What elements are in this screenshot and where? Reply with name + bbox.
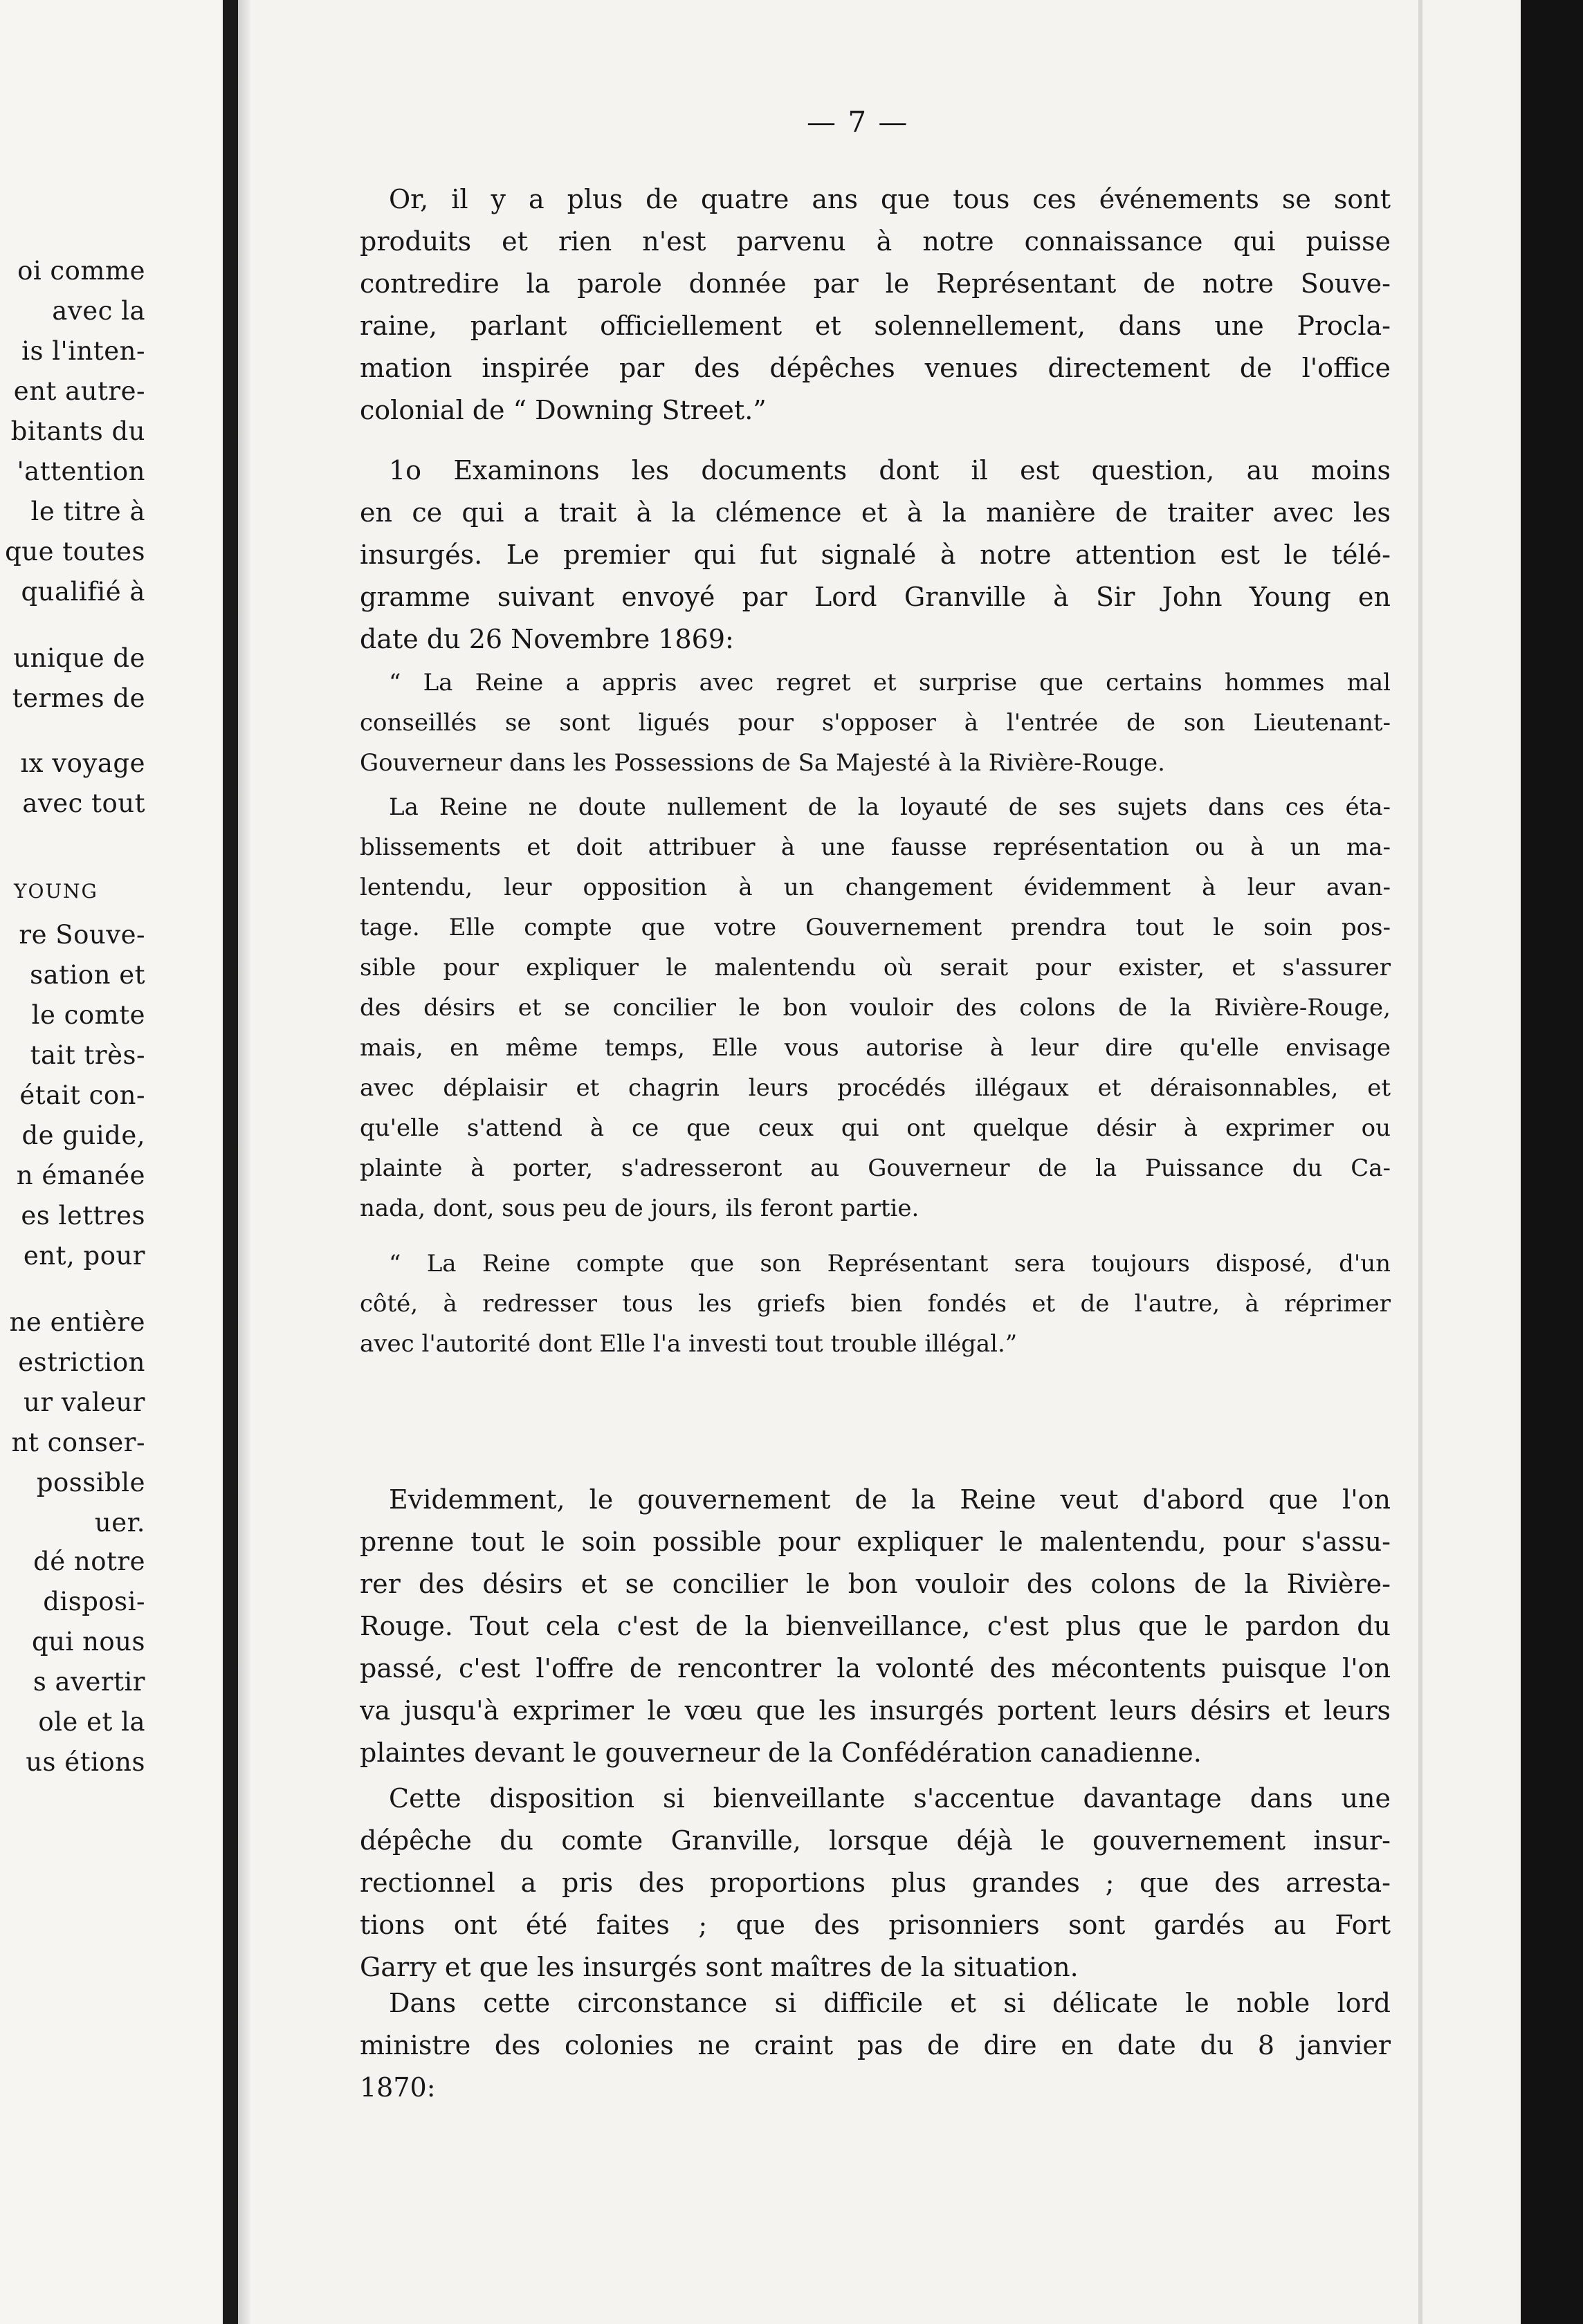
text-line: nada, dont, sous peu de jours, ils feront partie.	[360, 1195, 919, 1222]
left-margin-line: avec tout	[22, 788, 145, 818]
quoted-paragraph	[360, 1244, 1391, 1364]
text-line: “ La Reine compte que son Représentant sera toujours disposé, d'un	[389, 1250, 1391, 1278]
left-margin-line: ıx voyage	[20, 748, 145, 778]
left-margin-line: us étions	[26, 1747, 145, 1777]
text-line: plaintes devant le gouverneur de la Confédération canadienne.	[360, 1737, 1202, 1768]
left-margin-line: avec la	[52, 296, 145, 326]
text-line: passé, c'est l'offre de rencontrer la volonté des mécontents puisque l'on	[360, 1653, 1391, 1684]
text-line: mais, en même temps, Elle vous autorise à leur dire qu'elle envisage	[360, 1034, 1391, 1062]
text-line: qu'elle s'attend à ce que ceux qui ont quelque désir à exprimer ou	[360, 1114, 1391, 1142]
book-gutter	[223, 0, 238, 2324]
text-line: plainte à porter, s'adresseront au Gouverneur de la Puissance du Ca-	[360, 1154, 1391, 1182]
text-line: sible pour expliquer le malentendu où serait pour exister, et s'assurer	[360, 954, 1391, 981]
left-margin-line: sation et	[30, 960, 145, 990]
text-line: La Reine ne doute nullement de la loyauté de ses sujets dans ces éta-	[389, 793, 1391, 821]
text-line: des désirs et se concilier le bon vouloir des colons de la Rivière-Rouge,	[360, 994, 1391, 1022]
left-margin-line: le titre à	[30, 497, 145, 526]
paragraph	[360, 1982, 1391, 2109]
text-line: Cette disposition si bienveillante s'accentue davantage dans une	[389, 1783, 1391, 1814]
left-margin-line: possible	[36, 1468, 145, 1497]
paragraph	[360, 178, 1391, 432]
text-line: contredire la parole donnée par le Représentant de notre Souve-	[360, 268, 1391, 299]
left-margin-line: estriction	[18, 1347, 145, 1377]
paragraph	[360, 1778, 1391, 1989]
text-line: rer des désirs et se concilier le bon vouloir des colons de la Rivière-	[360, 1569, 1391, 1599]
left-margin-line: YOUNG	[14, 880, 98, 903]
text-line: raine, parlant officiellement et solennellement, dans une Procla-	[360, 311, 1391, 341]
left-margin-line: bitants du	[10, 416, 145, 446]
left-margin-line: dé notre	[33, 1547, 145, 1576]
text-line: avec l'autorité dont Elle l'a investi tout trouble illégal.”	[360, 1330, 1018, 1358]
text-line: produits et rien n'est parvenu à notre connaissance qui puisse	[360, 226, 1391, 257]
left-margin-line: s avertir	[33, 1667, 145, 1697]
left-margin-line: qui nous	[31, 1627, 145, 1657]
text-line: blissements et doit attribuer à une fausse représentation ou à un ma-	[360, 833, 1391, 861]
left-margin-line: que toutes	[5, 537, 145, 566]
left-margin-line: es lettres	[21, 1201, 145, 1230]
text-line: avec déplaisir et chagrin leurs procédés illégaux et déraisonnables, et	[360, 1074, 1391, 1102]
left-margin-line: disposi-	[43, 1587, 145, 1616]
text-line: gramme suivant envoyé par Lord Granville à Sir John Young en	[360, 582, 1391, 612]
text-line: Garry et que les insurgés sont maîtres de la situation.	[360, 1952, 1079, 1982]
text-line: insurgés. Le premier qui fut signalé à notre attention est le télé-	[360, 540, 1391, 570]
left-margin-line: de guide,	[21, 1120, 145, 1150]
text-line: Evidemment, le gouvernement de la Reine veut d'abord que l'on	[389, 1484, 1391, 1515]
text-line: en ce qui a trait à la clémence et à la manière de traiter avec les	[360, 497, 1391, 528]
quoted-paragraph	[360, 663, 1391, 783]
scan-border-right	[1521, 0, 1583, 2324]
left-margin-line: is l'inten-	[21, 336, 145, 366]
left-margin-line: uer.	[94, 1508, 145, 1538]
text-line: date du 26 Novembre 1869:	[360, 624, 734, 654]
text-line: dépêche du comte Granville, lorsque déjà le gouvernement insur-	[360, 1825, 1391, 1856]
left-margin-line: ne entière	[9, 1307, 145, 1337]
left-margin-line: le comte	[31, 1000, 145, 1030]
text-line: tage. Elle compte que votre Gouvernement prendra tout le soin pos-	[360, 914, 1391, 941]
page-number: — 7 —	[807, 105, 909, 139]
paragraph	[360, 450, 1391, 661]
left-margin-line: ole et la	[38, 1707, 145, 1737]
left-margin-line: ent, pour	[23, 1241, 145, 1271]
left-margin-line: 'attention	[17, 456, 145, 486]
left-facing-page	[0, 0, 221, 2324]
text-line: Or, il y a plus de quatre ans que tous ces événements se sont	[389, 184, 1391, 214]
text-line: 1o Examinons les documents dont il est question, au moins	[389, 455, 1391, 486]
left-margin-line: nt conser-	[11, 1428, 145, 1457]
text-line: ministre des colonies ne craint pas de dire en date du 8 janvier	[360, 2030, 1391, 2060]
gutter-shadow	[238, 0, 250, 2324]
text-line: Gouverneur dans les Possessions de Sa Majesté à la Rivière-Rouge.	[360, 749, 1165, 777]
left-margin-line: ur valeur	[24, 1387, 145, 1417]
text-line: va jusqu'à exprimer le vœu que les insurgés portent leurs désirs et leurs	[360, 1695, 1391, 1726]
left-margin-line: qualifié à	[21, 577, 145, 607]
left-margin-line: re Souve-	[19, 920, 145, 950]
text-line: Dans cette circonstance si difficile et si délicate le noble lord	[389, 1988, 1391, 2018]
text-line: tions ont été faites ; que des prisonniers sont gardés au Fort	[360, 1910, 1391, 1940]
left-margin-line: termes de	[12, 683, 145, 713]
text-line: 1870:	[360, 2072, 436, 2103]
left-margin-line: n émanée	[16, 1161, 145, 1190]
paragraph	[360, 1479, 1391, 1774]
text-line: lentendu, leur opposition à un changement évidemment à leur avan-	[360, 874, 1391, 901]
text-line: “ La Reine a appris avec regret et surprise que certains hommes mal	[389, 669, 1391, 697]
text-line: côté, à redresser tous les griefs bien fondés et de l'autre, à réprimer	[360, 1290, 1391, 1318]
text-line: Rouge. Tout cela c'est de la bienveillance, c'est plus que le pardon du	[360, 1611, 1391, 1641]
left-margin-line: tait très-	[30, 1040, 145, 1070]
text-line: colonial de “ Downing Street.”	[360, 395, 767, 425]
page-edge-line	[1418, 0, 1422, 2324]
left-margin-line: était con-	[19, 1080, 145, 1110]
left-margin-line: oi comme	[17, 256, 145, 286]
text-line: prenne tout le soin possible pour expliquer le malentendu, pour s'assu-	[360, 1527, 1391, 1557]
left-margin-line: unique de	[13, 643, 145, 673]
text-line: rectionnel a pris des proportions plus grandes ; que des arresta-	[360, 1868, 1391, 1898]
text-line: mation inspirée par des dépêches venues directement de l'office	[360, 353, 1391, 383]
quoted-paragraph	[360, 787, 1391, 1228]
text-line: conseillés se sont ligués pour s'opposer à l'entrée de son Lieutenant-	[360, 709, 1391, 737]
left-margin-line: ent autre-	[13, 376, 145, 406]
